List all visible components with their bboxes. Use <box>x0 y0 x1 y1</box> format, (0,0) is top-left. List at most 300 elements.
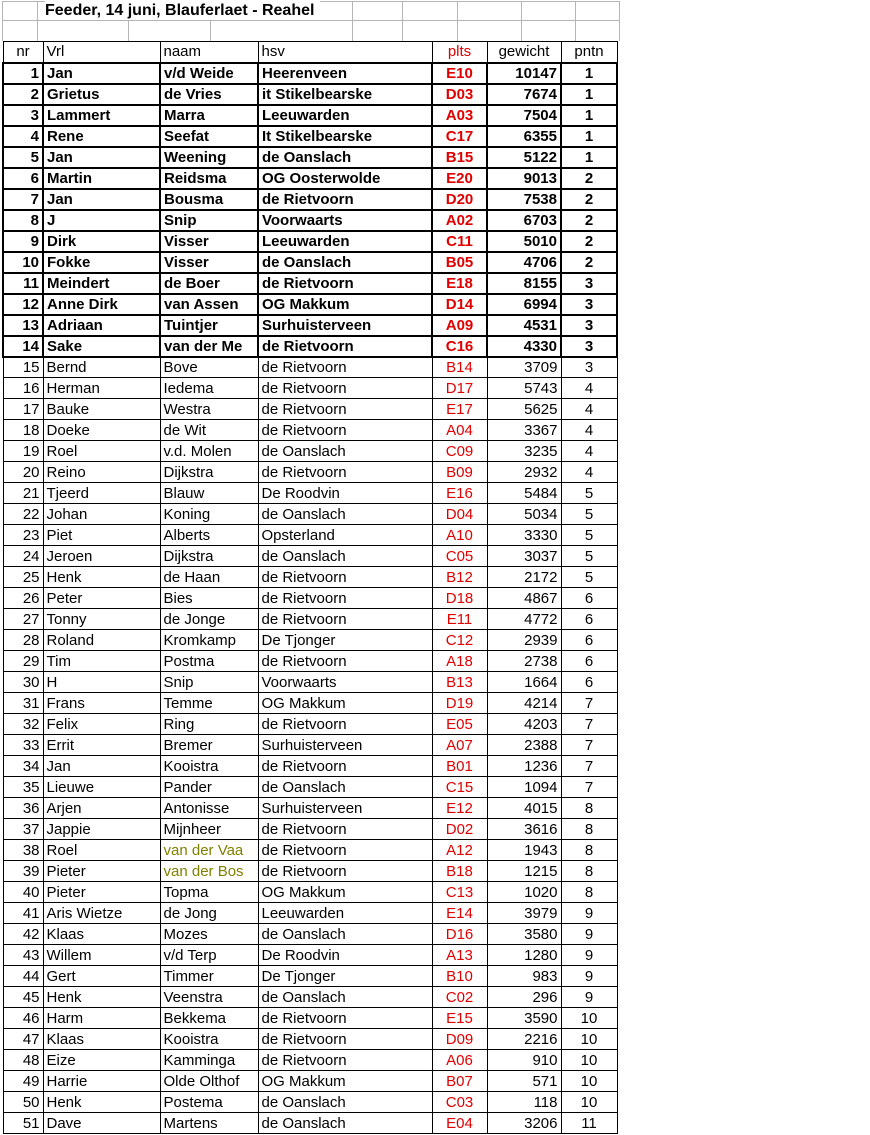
cell-pntn[interactable]: 7 <box>561 714 617 735</box>
cell-vrl[interactable]: Roel <box>43 441 160 462</box>
cell-hsv[interactable]: de Rietvoorn <box>258 588 432 609</box>
cell-hsv[interactable]: de Oanslach <box>258 546 432 567</box>
cell-hsv[interactable]: De Tjonger <box>258 966 432 987</box>
cell-nr[interactable]: 7 <box>3 189 43 210</box>
cell-naam[interactable]: Reidsma <box>160 168 258 189</box>
cell-nr[interactable]: 19 <box>3 441 43 462</box>
cell-naam[interactable]: van der Me <box>160 336 258 357</box>
cell-pntn[interactable]: 9 <box>561 924 617 945</box>
cell-vrl[interactable]: Lammert <box>43 105 160 126</box>
cell-nr[interactable]: 50 <box>3 1092 43 1113</box>
cell-naam[interactable]: Visser <box>160 231 258 252</box>
cell-plts[interactable]: D04 <box>432 504 487 525</box>
cell-nr[interactable]: 32 <box>3 714 43 735</box>
cell-hsv[interactable]: de Oanslach <box>258 987 432 1008</box>
cell-plts[interactable]: B09 <box>432 462 487 483</box>
cell-plts[interactable]: E15 <box>432 1008 487 1029</box>
cell-vrl[interactable]: Jeroen <box>43 546 160 567</box>
cell-pntn[interactable]: 4 <box>561 399 617 420</box>
cell-pntn[interactable]: 1 <box>561 84 617 105</box>
cell-gewicht[interactable]: 118 <box>487 1092 561 1113</box>
cell-plts[interactable]: A09 <box>432 315 487 336</box>
cell-vrl[interactable]: Harrie <box>43 1071 160 1092</box>
cell-gewicht[interactable]: 4330 <box>487 336 561 357</box>
cell-pntn[interactable]: 8 <box>561 882 617 903</box>
cell-pntn[interactable]: 8 <box>561 840 617 861</box>
cell-vrl[interactable]: Grietus <box>43 84 160 105</box>
cell-nr[interactable]: 36 <box>3 798 43 819</box>
col-header-gewicht[interactable]: gewicht <box>487 42 561 63</box>
cell-naam[interactable]: Snip <box>160 210 258 231</box>
cell-vrl[interactable]: Henk <box>43 987 160 1008</box>
cell-hsv[interactable]: Voorwaarts <box>258 210 432 231</box>
cell-nr[interactable]: 41 <box>3 903 43 924</box>
cell-hsv[interactable]: de Rietvoorn <box>258 819 432 840</box>
cell-vrl[interactable]: H <box>43 672 160 693</box>
cell-pntn[interactable]: 3 <box>561 294 617 315</box>
cell-naam[interactable]: Ring <box>160 714 258 735</box>
cell-vrl[interactable]: Sake <box>43 336 160 357</box>
cell-hsv[interactable]: de Rietvoorn <box>258 1050 432 1071</box>
cell-nr[interactable]: 17 <box>3 399 43 420</box>
cell-gewicht[interactable]: 7538 <box>487 189 561 210</box>
cell-naam[interactable]: Blauw <box>160 483 258 504</box>
cell-hsv[interactable]: de Rietvoorn <box>258 861 432 882</box>
cell-vrl[interactable]: Tonny <box>43 609 160 630</box>
cell-nr[interactable]: 13 <box>3 315 43 336</box>
cell-naam[interactable]: Martens <box>160 1113 258 1134</box>
cell-plts[interactable]: B10 <box>432 966 487 987</box>
cell-vrl[interactable]: Felix <box>43 714 160 735</box>
cell-nr[interactable]: 5 <box>3 147 43 168</box>
cell-vrl[interactable]: Roland <box>43 630 160 651</box>
cell-pntn[interactable]: 4 <box>561 378 617 399</box>
cell-hsv[interactable]: de Rietvoorn <box>258 420 432 441</box>
cell-vrl[interactable]: Klaas <box>43 924 160 945</box>
cell-hsv[interactable]: de Oanslach <box>258 252 432 273</box>
cell-gewicht[interactable]: 910 <box>487 1050 561 1071</box>
cell-hsv[interactable]: de Oanslach <box>258 504 432 525</box>
cell-nr[interactable]: 34 <box>3 756 43 777</box>
cell-plts[interactable]: B18 <box>432 861 487 882</box>
cell-plts[interactable]: A03 <box>432 105 487 126</box>
cell-nr[interactable]: 29 <box>3 651 43 672</box>
cell-hsv[interactable]: de Rietvoorn <box>258 273 432 294</box>
cell-vrl[interactable]: Tim <box>43 651 160 672</box>
cell-pntn[interactable]: 9 <box>561 966 617 987</box>
cell-naam[interactable]: Bove <box>160 357 258 378</box>
cell-plts[interactable]: B15 <box>432 147 487 168</box>
cell-gewicht[interactable]: 4706 <box>487 252 561 273</box>
cell-vrl[interactable]: Arjen <box>43 798 160 819</box>
cell-nr[interactable]: 44 <box>3 966 43 987</box>
cell-plts[interactable]: D19 <box>432 693 487 714</box>
cell-nr[interactable]: 37 <box>3 819 43 840</box>
cell-hsv[interactable]: Opsterland <box>258 525 432 546</box>
cell-plts[interactable]: B13 <box>432 672 487 693</box>
cell-plts[interactable]: B12 <box>432 567 487 588</box>
cell-vrl[interactable]: Harm <box>43 1008 160 1029</box>
cell-naam[interactable]: Kooistra <box>160 1029 258 1050</box>
cell-gewicht[interactable]: 6994 <box>487 294 561 315</box>
cell-plts[interactable]: E18 <box>432 273 487 294</box>
cell-gewicht[interactable]: 5743 <box>487 378 561 399</box>
cell-vrl[interactable]: Adriaan <box>43 315 160 336</box>
cell-gewicht[interactable]: 5034 <box>487 504 561 525</box>
cell-vrl[interactable]: Dirk <box>43 231 160 252</box>
cell-naam[interactable]: Kromkamp <box>160 630 258 651</box>
cell-hsv[interactable]: Leeuwarden <box>258 231 432 252</box>
cell-pntn[interactable]: 2 <box>561 231 617 252</box>
cell-nr[interactable]: 11 <box>3 273 43 294</box>
cell-pntn[interactable]: 7 <box>561 693 617 714</box>
cell-hsv[interactable]: Surhuisterveen <box>258 315 432 336</box>
cell-hsv[interactable]: de Oanslach <box>258 1092 432 1113</box>
cell-gewicht[interactable]: 10147 <box>487 63 561 84</box>
cell-nr[interactable]: 27 <box>3 609 43 630</box>
cell-nr[interactable]: 26 <box>3 588 43 609</box>
cell-plts[interactable]: C09 <box>432 441 487 462</box>
cell-hsv[interactable]: it Stikelbearske <box>258 84 432 105</box>
cell-vrl[interactable]: Martin <box>43 168 160 189</box>
cell-gewicht[interactable]: 9013 <box>487 168 561 189</box>
cell-pntn[interactable]: 8 <box>561 861 617 882</box>
cell-naam[interactable]: Bekkema <box>160 1008 258 1029</box>
cell-plts[interactable]: A12 <box>432 840 487 861</box>
cell-naam[interactable]: v.d. Molen <box>160 441 258 462</box>
cell-pntn[interactable]: 5 <box>561 567 617 588</box>
cell-naam[interactable]: Weening <box>160 147 258 168</box>
cell-nr[interactable]: 3 <box>3 105 43 126</box>
cell-naam[interactable]: de Jonge <box>160 609 258 630</box>
cell-nr[interactable]: 14 <box>3 336 43 357</box>
cell-gewicht[interactable]: 3367 <box>487 420 561 441</box>
cell-plts[interactable]: E20 <box>432 168 487 189</box>
col-header-plts[interactable]: plts <box>432 42 487 63</box>
cell-plts[interactable]: E11 <box>432 609 487 630</box>
cell-plts[interactable]: E16 <box>432 483 487 504</box>
cell-hsv[interactable]: de Rietvoorn <box>258 1029 432 1050</box>
cell-nr[interactable]: 10 <box>3 252 43 273</box>
cell-plts[interactable]: A10 <box>432 525 487 546</box>
cell-naam[interactable]: van der Bos <box>160 861 258 882</box>
cell-hsv[interactable]: Surhuisterveen <box>258 735 432 756</box>
cell-vrl[interactable]: Jappie <box>43 819 160 840</box>
cell-gewicht[interactable]: 3037 <box>487 546 561 567</box>
cell-nr[interactable]: 9 <box>3 231 43 252</box>
cell-plts[interactable]: B07 <box>432 1071 487 1092</box>
cell-hsv[interactable]: de Rietvoorn <box>258 378 432 399</box>
cell-pntn[interactable]: 3 <box>561 273 617 294</box>
cell-vrl[interactable]: Pieter <box>43 882 160 903</box>
cell-plts[interactable]: B14 <box>432 357 487 378</box>
cell-gewicht[interactable]: 5484 <box>487 483 561 504</box>
cell-vrl[interactable]: J <box>43 210 160 231</box>
cell-naam[interactable]: de Jong <box>160 903 258 924</box>
cell-hsv[interactable]: De Tjonger <box>258 630 432 651</box>
cell-vrl[interactable]: Tjeerd <box>43 483 160 504</box>
col-header-hsv[interactable]: hsv <box>258 42 432 63</box>
cell-pntn[interactable]: 5 <box>561 504 617 525</box>
cell-nr[interactable]: 4 <box>3 126 43 147</box>
cell-vrl[interactable]: Meindert <box>43 273 160 294</box>
cell-nr[interactable]: 24 <box>3 546 43 567</box>
cell-vrl[interactable]: Bauke <box>43 399 160 420</box>
cell-plts[interactable]: D09 <box>432 1029 487 1050</box>
cell-plts[interactable]: C12 <box>432 630 487 651</box>
cell-plts[interactable]: D17 <box>432 378 487 399</box>
cell-gewicht[interactable]: 4203 <box>487 714 561 735</box>
cell-pntn[interactable]: 6 <box>561 609 617 630</box>
cell-nr[interactable]: 39 <box>3 861 43 882</box>
cell-naam[interactable]: Postema <box>160 1092 258 1113</box>
cell-nr[interactable]: 49 <box>3 1071 43 1092</box>
cell-nr[interactable]: 31 <box>3 693 43 714</box>
cell-hsv[interactable]: de Oanslach <box>258 777 432 798</box>
cell-hsv[interactable]: de Rietvoorn <box>258 1008 432 1029</box>
cell-pntn[interactable]: 2 <box>561 189 617 210</box>
cell-pntn[interactable]: 9 <box>561 903 617 924</box>
cell-nr[interactable]: 6 <box>3 168 43 189</box>
cell-plts[interactable]: A18 <box>432 651 487 672</box>
cell-pntn[interactable]: 8 <box>561 798 617 819</box>
col-header-pntn[interactable]: pntn <box>561 42 617 63</box>
cell-plts[interactable]: E17 <box>432 399 487 420</box>
cell-pntn[interactable]: 1 <box>561 105 617 126</box>
cell-vrl[interactable]: Bernd <box>43 357 160 378</box>
cell-gewicht[interactable]: 6355 <box>487 126 561 147</box>
cell-vrl[interactable]: Henk <box>43 1092 160 1113</box>
cell-gewicht[interactable]: 4867 <box>487 588 561 609</box>
cell-nr[interactable]: 21 <box>3 483 43 504</box>
cell-plts[interactable]: C13 <box>432 882 487 903</box>
cell-pntn[interactable]: 7 <box>561 735 617 756</box>
cell-nr[interactable]: 18 <box>3 420 43 441</box>
cell-vrl[interactable]: Jan <box>43 63 160 84</box>
cell-hsv[interactable]: de Rietvoorn <box>258 609 432 630</box>
cell-gewicht[interactable]: 1236 <box>487 756 561 777</box>
cell-naam[interactable]: de Vries <box>160 84 258 105</box>
cell-plts[interactable]: D03 <box>432 84 487 105</box>
cell-naam[interactable]: Alberts <box>160 525 258 546</box>
cell-gewicht[interactable]: 1094 <box>487 777 561 798</box>
cell-hsv[interactable]: de Oanslach <box>258 147 432 168</box>
cell-gewicht[interactable]: 6703 <box>487 210 561 231</box>
cell-naam[interactable]: v/d Weide <box>160 63 258 84</box>
cell-plts[interactable]: D18 <box>432 588 487 609</box>
cell-gewicht[interactable]: 3709 <box>487 357 561 378</box>
cell-nr[interactable]: 12 <box>3 294 43 315</box>
cell-naam[interactable]: Snip <box>160 672 258 693</box>
cell-pntn[interactable]: 7 <box>561 777 617 798</box>
cell-naam[interactable]: Temme <box>160 693 258 714</box>
cell-naam[interactable]: Marra <box>160 105 258 126</box>
cell-gewicht[interactable]: 1943 <box>487 840 561 861</box>
cell-nr[interactable]: 35 <box>3 777 43 798</box>
cell-vrl[interactable]: Lieuwe <box>43 777 160 798</box>
cell-nr[interactable]: 22 <box>3 504 43 525</box>
cell-hsv[interactable]: Voorwaarts <box>258 672 432 693</box>
cell-plts[interactable]: C02 <box>432 987 487 1008</box>
cell-gewicht[interactable]: 7504 <box>487 105 561 126</box>
cell-hsv[interactable]: de Oanslach <box>258 924 432 945</box>
cell-naam[interactable]: Westra <box>160 399 258 420</box>
cell-gewicht[interactable]: 3235 <box>487 441 561 462</box>
cell-pntn[interactable]: 6 <box>561 630 617 651</box>
cell-nr[interactable]: 15 <box>3 357 43 378</box>
cell-nr[interactable]: 1 <box>3 63 43 84</box>
cell-plts[interactable]: A06 <box>432 1050 487 1071</box>
cell-plts[interactable]: A02 <box>432 210 487 231</box>
cell-pntn[interactable]: 2 <box>561 252 617 273</box>
cell-vrl[interactable]: Peter <box>43 588 160 609</box>
cell-naam[interactable]: Veenstra <box>160 987 258 1008</box>
cell-gewicht[interactable]: 5010 <box>487 231 561 252</box>
cell-hsv[interactable]: OG Makkum <box>258 693 432 714</box>
cell-pntn[interactable]: 10 <box>561 1029 617 1050</box>
cell-nr[interactable]: 45 <box>3 987 43 1008</box>
cell-naam[interactable]: Visser <box>160 252 258 273</box>
cell-hsv[interactable]: de Rietvoorn <box>258 567 432 588</box>
cell-hsv[interactable]: de Rietvoorn <box>258 714 432 735</box>
cell-vrl[interactable]: Johan <box>43 504 160 525</box>
cell-vrl[interactable]: Frans <box>43 693 160 714</box>
cell-gewicht[interactable]: 2738 <box>487 651 561 672</box>
cell-hsv[interactable]: It Stikelbearske <box>258 126 432 147</box>
cell-pntn[interactable]: 1 <box>561 147 617 168</box>
cell-hsv[interactable]: OG Oosterwolde <box>258 168 432 189</box>
cell-hsv[interactable]: OG Makkum <box>258 882 432 903</box>
cell-gewicht[interactable]: 7674 <box>487 84 561 105</box>
cell-hsv[interactable]: De Roodvin <box>258 483 432 504</box>
cell-gewicht[interactable]: 3580 <box>487 924 561 945</box>
cell-nr[interactable]: 25 <box>3 567 43 588</box>
cell-nr[interactable]: 23 <box>3 525 43 546</box>
cell-hsv[interactable]: De Roodvin <box>258 945 432 966</box>
cell-pntn[interactable]: 6 <box>561 651 617 672</box>
cell-gewicht[interactable]: 1020 <box>487 882 561 903</box>
cell-nr[interactable]: 30 <box>3 672 43 693</box>
cell-gewicht[interactable]: 571 <box>487 1071 561 1092</box>
cell-plts[interactable]: B05 <box>432 252 487 273</box>
cell-pntn[interactable]: 1 <box>561 63 617 84</box>
cell-pntn[interactable]: 3 <box>561 336 617 357</box>
cell-hsv[interactable]: de Rietvoorn <box>258 336 432 357</box>
cell-plts[interactable]: C11 <box>432 231 487 252</box>
cell-plts[interactable]: E04 <box>432 1113 487 1134</box>
cell-gewicht[interactable]: 4531 <box>487 315 561 336</box>
cell-gewicht[interactable]: 2216 <box>487 1029 561 1050</box>
cell-naam[interactable]: Timmer <box>160 966 258 987</box>
cell-vrl[interactable]: Jan <box>43 147 160 168</box>
cell-pntn[interactable]: 3 <box>561 357 617 378</box>
cell-hsv[interactable]: Leeuwarden <box>258 105 432 126</box>
cell-vrl[interactable]: Willem <box>43 945 160 966</box>
cell-pntn[interactable]: 2 <box>561 210 617 231</box>
cell-nr[interactable]: 8 <box>3 210 43 231</box>
cell-gewicht[interactable]: 1280 <box>487 945 561 966</box>
cell-vrl[interactable]: Eize <box>43 1050 160 1071</box>
cell-gewicht[interactable]: 1664 <box>487 672 561 693</box>
cell-nr[interactable]: 28 <box>3 630 43 651</box>
cell-gewicht[interactable]: 296 <box>487 987 561 1008</box>
cell-vrl[interactable]: Jan <box>43 756 160 777</box>
cell-naam[interactable]: Olde Olthof <box>160 1071 258 1092</box>
cell-nr[interactable]: 42 <box>3 924 43 945</box>
cell-vrl[interactable]: Roel <box>43 840 160 861</box>
cell-nr[interactable]: 40 <box>3 882 43 903</box>
cell-plts[interactable]: C15 <box>432 777 487 798</box>
cell-gewicht[interactable]: 4772 <box>487 609 561 630</box>
cell-hsv[interactable]: Leeuwarden <box>258 903 432 924</box>
cell-plts[interactable]: E14 <box>432 903 487 924</box>
cell-naam[interactable]: Kooistra <box>160 756 258 777</box>
cell-hsv[interactable]: de Oanslach <box>258 1113 432 1134</box>
col-header-naam[interactable]: naam <box>160 42 258 63</box>
cell-pntn[interactable]: 6 <box>561 672 617 693</box>
cell-vrl[interactable]: Doeke <box>43 420 160 441</box>
cell-hsv[interactable]: de Rietvoorn <box>258 651 432 672</box>
cell-gewicht[interactable]: 2388 <box>487 735 561 756</box>
cell-gewicht[interactable]: 1215 <box>487 861 561 882</box>
cell-plts[interactable]: E05 <box>432 714 487 735</box>
cell-pntn[interactable]: 9 <box>561 945 617 966</box>
cell-gewicht[interactable]: 2932 <box>487 462 561 483</box>
cell-nr[interactable]: 47 <box>3 1029 43 1050</box>
col-header-nr[interactable]: nr <box>3 42 43 63</box>
cell-pntn[interactable]: 5 <box>561 546 617 567</box>
cell-vrl[interactable]: Pieter <box>43 861 160 882</box>
cell-hsv[interactable]: de Rietvoorn <box>258 399 432 420</box>
cell-naam[interactable]: de Haan <box>160 567 258 588</box>
cell-gewicht[interactable]: 2172 <box>487 567 561 588</box>
cell-plts[interactable]: D20 <box>432 189 487 210</box>
cell-pntn[interactable]: 10 <box>561 1050 617 1071</box>
cell-nr[interactable]: 38 <box>3 840 43 861</box>
cell-hsv[interactable]: de Rietvoorn <box>258 462 432 483</box>
cell-hsv[interactable]: de Rietvoorn <box>258 840 432 861</box>
cell-plts[interactable]: A13 <box>432 945 487 966</box>
cell-vrl[interactable]: Dave <box>43 1113 160 1134</box>
cell-gewicht[interactable]: 3616 <box>487 819 561 840</box>
cell-nr[interactable]: 43 <box>3 945 43 966</box>
cell-nr[interactable]: 51 <box>3 1113 43 1134</box>
cell-vrl[interactable]: Klaas <box>43 1029 160 1050</box>
cell-pntn[interactable]: 1 <box>561 126 617 147</box>
cell-pntn[interactable]: 10 <box>561 1092 617 1113</box>
cell-hsv[interactable]: de Rietvoorn <box>258 357 432 378</box>
cell-plts[interactable]: A07 <box>432 735 487 756</box>
cell-naam[interactable]: Tuintjer <box>160 315 258 336</box>
cell-pntn[interactable]: 6 <box>561 588 617 609</box>
cell-hsv[interactable]: OG Makkum <box>258 1071 432 1092</box>
cell-naam[interactable]: Bremer <box>160 735 258 756</box>
cell-naam[interactable]: de Boer <box>160 273 258 294</box>
cell-naam[interactable]: van Assen <box>160 294 258 315</box>
cell-naam[interactable]: Kamminga <box>160 1050 258 1071</box>
cell-gewicht[interactable]: 2939 <box>487 630 561 651</box>
cell-naam[interactable]: Seefat <box>160 126 258 147</box>
cell-hsv[interactable]: Heerenveen <box>258 63 432 84</box>
cell-vrl[interactable]: Piet <box>43 525 160 546</box>
cell-pntn[interactable]: 5 <box>561 525 617 546</box>
cell-nr[interactable]: 16 <box>3 378 43 399</box>
cell-nr[interactable]: 2 <box>3 84 43 105</box>
cell-vrl[interactable]: Gert <box>43 966 160 987</box>
cell-gewicht[interactable]: 5122 <box>487 147 561 168</box>
cell-plts[interactable]: B01 <box>432 756 487 777</box>
cell-pntn[interactable]: 2 <box>561 168 617 189</box>
